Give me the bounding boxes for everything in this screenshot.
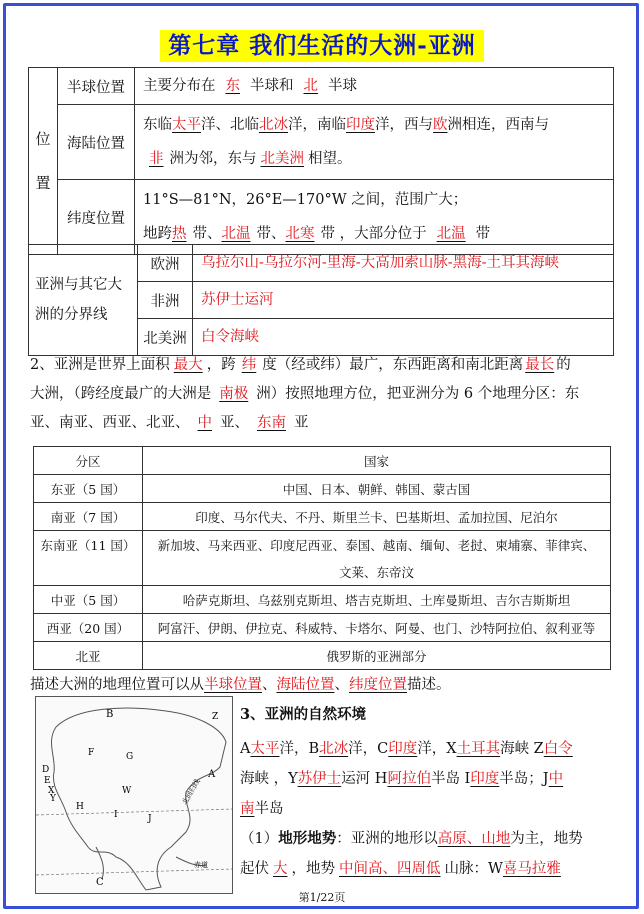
regions-table: [33, 446, 611, 670]
boundary-continent: 北美洲: [138, 319, 193, 356]
boundary-continent: 非洲: [138, 282, 193, 319]
answer: 非: [149, 151, 164, 167]
land-sea-header: 海陆位置: [58, 105, 135, 180]
map-label: D: [42, 765, 50, 775]
answer: 东: [225, 78, 240, 94]
countries-cell: 哈萨克斯坦、乌兹别克斯坦、塔吉克斯坦、土库曼斯坦、吉尔吉斯斯坦: [143, 586, 611, 614]
region-cell: 东南亚（11 国）: [34, 531, 143, 586]
countries-cell: 新加坡、马来西亚、印度尼西亚、泰国、越南、缅甸、老挝、柬埔寨、菲律宾、: [143, 531, 611, 559]
boundary-value: 乌拉尔山-乌拉尔河-里海-大高加索山脉-黑海-土耳其海峡: [201, 255, 559, 271]
boundary-value: 白令海峡: [201, 329, 259, 345]
answer: 阿拉伯: [387, 771, 431, 787]
page-footer: 第1/22页: [298, 891, 346, 904]
hemisphere-header: 半球位置: [58, 68, 135, 105]
map-label: W: [122, 786, 132, 796]
hemisphere-row: [29, 68, 614, 105]
section-3-heading: 3、亚洲的自然环境: [240, 706, 367, 723]
answer: 印度: [346, 117, 375, 133]
boundary-table: [28, 244, 614, 356]
answer: 北美洲: [260, 151, 304, 167]
describe-line: 描述大洲的地理位置可以从半球位置、海陆位置、纬度位置描述。: [30, 677, 451, 693]
map-label: J: [148, 814, 152, 824]
map-label: G: [126, 752, 134, 762]
answer: 印度: [388, 741, 418, 757]
table-row: [34, 531, 611, 559]
side-char-2: 置: [35, 174, 51, 192]
map-label: B: [106, 709, 114, 720]
land-sea-cell: 东临太平洋、北临北冰洋，南临印度洋，西与欧洲相连，西南与 非 洲为邻，东与 北美洲 相望。: [135, 105, 614, 180]
table-row: [34, 503, 611, 531]
region-cell: 北亚: [34, 642, 143, 670]
latitude-header: 纬度位置: [58, 180, 135, 255]
answer: 纬度位置: [349, 677, 407, 693]
map-label: Z: [212, 712, 219, 722]
boundary-continent: 欧洲: [138, 245, 193, 282]
table-row: [34, 586, 611, 614]
region-cell: 中亚（5 国）: [34, 586, 143, 614]
region-cell: 西亚（20 国）: [34, 614, 143, 642]
answer: 苏伊士: [297, 771, 342, 787]
position-side-label: [29, 68, 58, 255]
section-3-line: A太平洋，B北冰洋，C印度洋，X土耳其海峡 Z白令 海峡 ，Y苏伊士运河 H阿拉伯半岛 I印度半岛；J中 南半岛 （1）地形地势：亚洲的地形以高原、山地为主，地势 起伏 大 ，地势 中间高、四周低 山脉：W喜马拉雅: [240, 741, 583, 877]
equator-label: 赤道: [194, 861, 208, 869]
map-label: Y: [50, 794, 56, 804]
answer: 纬: [241, 357, 257, 373]
land-sea-row: [29, 105, 614, 180]
answer: 热: [172, 226, 187, 242]
answer: 南: [240, 801, 255, 817]
answer: 印度: [470, 771, 500, 787]
answer: 东南: [257, 415, 286, 431]
map-label: A: [208, 769, 216, 780]
side-char-1: 位: [35, 130, 51, 148]
boundary-row: [29, 245, 614, 282]
table-row: [34, 475, 611, 503]
region-cell: 南亚（7 国）: [34, 503, 143, 531]
answer: 北冰: [319, 741, 349, 757]
answer: 中: [548, 771, 564, 787]
table-row: [34, 614, 611, 642]
answer: 土耳其: [456, 741, 501, 757]
countries-cell: 俄罗斯的亚洲部分: [143, 642, 611, 670]
answer: 中: [197, 415, 212, 431]
answer: 南极: [219, 386, 249, 402]
countries-cell: 印度、马尔代夫、不丹、斯里兰卡、巴基斯坦、孟加拉国、尼泊尔: [143, 503, 611, 531]
col-region: 分区: [34, 447, 143, 475]
paragraph-2: 2、亚洲是世界上面积 最大 ，跨 纬 度（经或纬）最广，东西距离和南北距离 最长 的 大洲，（跨经度最广的大洲是 南极 洲）按照地理方位，把亚洲分为 6 个地理分区：东 亚、南亚、西亚、北亚、 中 亚、 东南 亚: [30, 357, 580, 431]
answer: 海陆位置: [276, 677, 335, 693]
boundary-value: 苏伊士运河: [201, 292, 274, 308]
map-label: E: [44, 776, 51, 786]
latitude-cell: 11°S—81°N，26°E—170°W 之间，范围广大； 地跨热 带、北温 带、北寒 带 ，大部分位于 北温 带: [135, 180, 614, 255]
countries-cell: 文莱、东帝汶: [143, 558, 611, 586]
region-cell: 东亚（5 国）: [34, 475, 143, 503]
answer: 北寒: [285, 226, 315, 242]
hemisphere-cell: 主要分布在 东 半球和 北 半球: [135, 68, 614, 105]
answer: 白令: [543, 741, 573, 757]
answer: 最长: [525, 357, 555, 373]
section-3: [240, 700, 618, 884]
position-table: [28, 67, 614, 255]
answer: 高原、山地: [437, 831, 511, 847]
title-wrap: [0, 30, 644, 62]
countries-cell: 中国、日本、朝鲜、韩国、蒙古国: [143, 475, 611, 503]
answer: 大: [273, 861, 288, 877]
countries-cell: 阿富汗、伊朗、伊拉克、科威特、卡塔尔、阿曼、也门、沙特阿拉伯、叙利亚等: [143, 614, 611, 642]
table-row: [34, 642, 611, 670]
col-countries: 国家: [143, 447, 611, 475]
regions-header-row: [34, 447, 611, 475]
answer: 太平: [172, 117, 201, 133]
answer: 北温: [436, 226, 466, 242]
answer: 中间高、四周低: [339, 861, 441, 877]
asia-map: [35, 696, 233, 894]
answer: 太平: [250, 741, 280, 757]
page-title: 第七章 我们生活的大洲-亚洲: [160, 30, 484, 62]
answer: 最大: [173, 357, 203, 373]
map-label: I: [114, 810, 118, 820]
map-label: F: [88, 748, 95, 758]
answer: 欧: [433, 117, 448, 133]
answer: 北温: [221, 226, 251, 242]
map-label: C: [96, 877, 104, 888]
answer: 北: [303, 78, 318, 94]
asia-map-drawing: [36, 697, 232, 893]
boundary-header: 亚洲与其它大洲的分界线: [29, 245, 138, 356]
map-label: H: [76, 802, 84, 812]
answer: 北冰: [259, 117, 288, 133]
answer: 半球位置: [204, 677, 262, 693]
map-label: X: [48, 786, 55, 796]
answer: 喜马拉雅: [502, 861, 561, 877]
tropic-label: 北回归线: [180, 777, 202, 806]
